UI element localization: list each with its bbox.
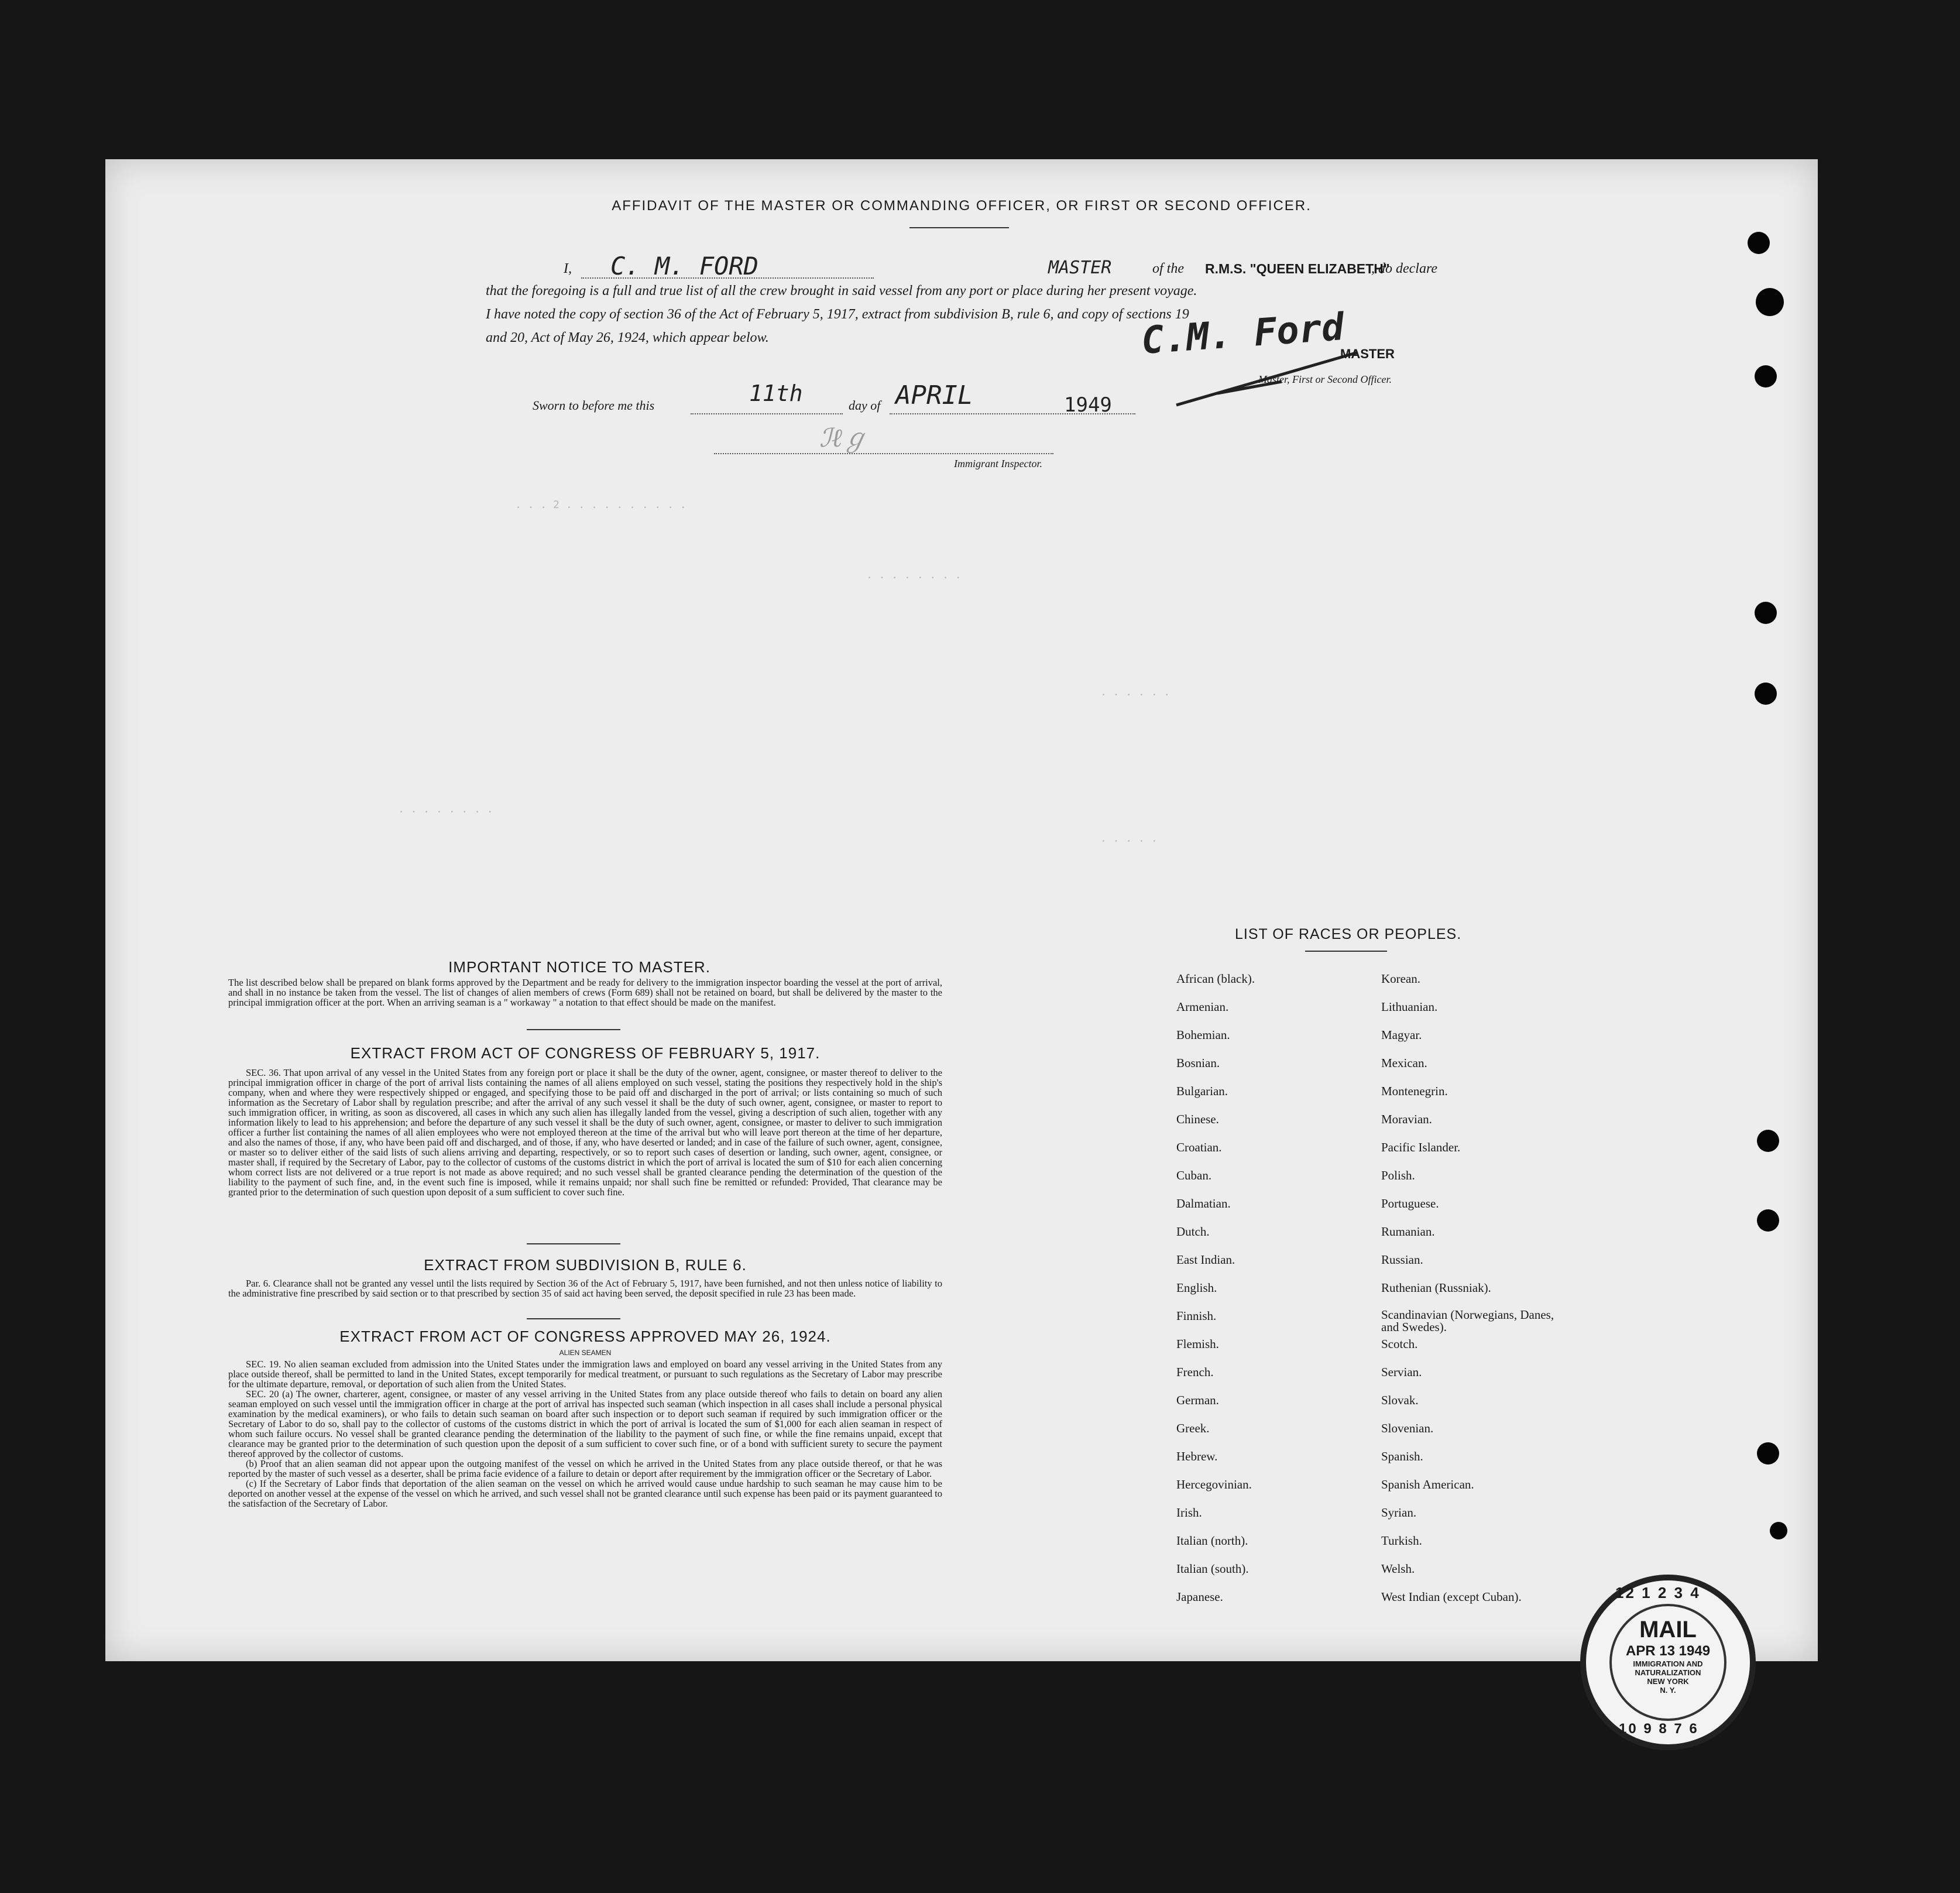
binder-hole (1757, 1442, 1779, 1465)
notice-text: The list described below shall be prepared on blank forms approved by the Department and be ready for delivery to the immigration inspector boarding the vessel at the port of arrival, and shall in no instance be taken from the vessel. The list of changes of alien members of crews (Form 689) shall not be retained on board, but shall be delivered by the master to the principal immigration officer at the port. When an arriving seaman is a " workaway " a notation to that effect should be made on the manifest. (228, 977, 942, 1008)
binder-hole (1748, 232, 1770, 254)
race-item: Lithuanian. (1381, 1000, 1438, 1014)
stamp-mail-label: MAIL (1639, 1617, 1697, 1642)
extract-rule6-title: EXTRACT FROM SUBDIVISION B, RULE 6. (424, 1256, 747, 1274)
race-item: African (black). (1176, 972, 1255, 986)
race-item: Servian. (1381, 1365, 1422, 1379)
race-item: Croatian. (1176, 1140, 1222, 1154)
alien-seamen-subtitle: ALIEN SEAMEN (559, 1349, 612, 1357)
section-20c: (c) If the Secretary of Labor finds that deportation of the alien seaman on the vessel on which he arrived would cause undue hardship to such seaman he may cause him to be deported on another vessel at the expense of the vessel on which he arrived, and such vessel shall not be granted clearance until such expense has been paid or its payment guaranteed to the satisfaction of the Secretary of Labor. (228, 1478, 942, 1509)
affidavit-line-1 (564, 252, 1559, 280)
sworn-year: 1949 (1064, 393, 1112, 417)
race-item: Italian (south). (1176, 1562, 1249, 1576)
rule6-top-rule (527, 1243, 620, 1244)
race-item: West Indian (except Cuban). (1381, 1590, 1522, 1604)
race-item: Hercegovinian. (1176, 1477, 1252, 1491)
race-item: Hebrew. (1176, 1449, 1218, 1463)
race-item: Montenegrin. (1381, 1084, 1448, 1098)
bleed-through-row: . . . 2 . . . . . . . . . . (515, 499, 686, 511)
races-rule (1305, 951, 1387, 952)
binder-hole (1755, 683, 1777, 705)
affidavit-line-2: that the foregoing is a full and true list of all the crew brought in said vessel from any port or place during her present voyage. (486, 283, 1197, 299)
race-item: Magyar. (1381, 1028, 1422, 1042)
binder-hole (1755, 602, 1777, 624)
race-item: Scandinavian (Norwegians, Danes, and Swedes). (1381, 1308, 1554, 1334)
race-item: Armenian. (1176, 1000, 1229, 1014)
rule6-bottom-rule (527, 1318, 620, 1319)
binder-hole (1757, 1130, 1779, 1152)
officer-rank: MASTER (1048, 258, 1112, 278)
binder-hole (1770, 1522, 1787, 1539)
stamp-line-2: NATURALIZATION (1635, 1668, 1701, 1677)
binder-hole (1757, 1209, 1779, 1232)
officer-name: C. M. FORD (610, 252, 758, 280)
sworn-day: 11th (749, 380, 803, 406)
race-item: Mexican. (1381, 1056, 1427, 1070)
vessel-name: R.M.S. "QUEEN ELIZABETH" (1205, 261, 1390, 276)
sworn-label: Sworn to before me this (533, 398, 655, 413)
extract-1924-title: EXTRACT FROM ACT OF CONGRESS APPROVED MAY 26, 1924. (339, 1328, 831, 1345)
binder-hole (1756, 288, 1784, 316)
race-item: Syrian. (1381, 1506, 1417, 1520)
sworn-day-underline (691, 413, 843, 414)
stamp-center (1609, 1604, 1726, 1721)
race-item: Moravian. (1381, 1112, 1432, 1126)
sworn-month: APRIL (895, 380, 973, 410)
master-label: MASTER (1340, 347, 1395, 361)
stamp-line-1: IMMIGRATION AND (1633, 1659, 1703, 1668)
inspector-signature-scribble: ℐℓℊ (819, 423, 868, 453)
race-item: Cuban. (1176, 1168, 1212, 1182)
bleed-through-row: . . . . . . . . (866, 569, 962, 581)
race-item: Irish. (1176, 1506, 1202, 1520)
stamp-ring-top: 12 1 2 3 4 (1615, 1584, 1701, 1601)
race-item: German. (1176, 1393, 1219, 1407)
race-item: English. (1176, 1281, 1217, 1295)
inspector-label: Immigrant Inspector. (954, 458, 1042, 469)
races-title: LIST OF RACES OR PEOPLES. (1235, 926, 1462, 942)
binder-hole (1755, 365, 1777, 387)
extract-1924-sections (228, 1359, 942, 1508)
race-item: Ruthenian (Russniak). (1381, 1281, 1491, 1295)
stamp-line-4: N. Y. (1660, 1686, 1676, 1695)
race-item: Turkish. (1381, 1534, 1422, 1548)
master-signature: C.M. Ford (1139, 305, 1345, 363)
notice-rule (527, 1029, 620, 1030)
race-item: Rumanian. (1381, 1225, 1435, 1239)
race-item: Spanish American. (1381, 1477, 1474, 1491)
race-item: Slovenian. (1381, 1421, 1434, 1435)
stamp-date: APR 13 1949 (1625, 1643, 1711, 1659)
affidavit-title: AFFIDAVIT OF THE MASTER OR COMMANDING OFFICER, OR FIRST OR SECOND OFFICER. (612, 198, 1312, 214)
race-item: Pacific Islander. (1381, 1140, 1461, 1154)
affidavit-line-3: I have noted the copy of section 36 of the Act of February 5, 1917, extract from subdivision B, rule 6, and copy of sections 19 (486, 307, 1189, 322)
affidavit-line-4: and 20, Act of May 26, 1924, which appear below. (486, 330, 769, 345)
race-item: Japanese. (1176, 1590, 1223, 1604)
race-item: Bulgarian. (1176, 1084, 1228, 1098)
race-item: Italian (north). (1176, 1534, 1248, 1548)
race-item: Scotch. (1381, 1337, 1418, 1351)
title-rule (909, 227, 1009, 228)
race-item: Welsh. (1381, 1562, 1415, 1576)
race-item: Flemish. (1176, 1337, 1219, 1351)
bleed-through-row: . . . . . (1100, 832, 1158, 845)
race-item: Greek. (1176, 1421, 1210, 1435)
race-item: Bohemian. (1176, 1028, 1230, 1042)
document-page (105, 159, 1818, 1661)
notice-title: IMPORTANT NOTICE TO MASTER. (448, 958, 710, 976)
affidavit-declare: , do declare (1371, 261, 1438, 276)
race-item: Bosnian. (1176, 1056, 1220, 1070)
race-item: Polish. (1381, 1168, 1415, 1182)
bleed-through-row: . . . . . . (1100, 686, 1170, 698)
section-19: SEC. 19. No alien seaman excluded from admission into the United States under the immigration laws and employed on board any vessel arriving in the United States from any place outside thereof, shall be permitted to land in the United States, except temporarily for medical treatment, or pursuant to such regulations as the Secretary of Labor may prescribe for the ultimate departure, removal, or deportation of such alien from the United States. (228, 1359, 942, 1390)
affidavit-of-the: of the (1152, 261, 1184, 276)
sworn-day-label: day of (849, 398, 881, 413)
inspector-line (714, 453, 1053, 454)
race-item: Finnish. (1176, 1309, 1217, 1323)
extract-rule6-text: Par. 6. Clearance shall not be granted any vessel until the lists required by Section 36 of the Act of February 5, 1917, have been furnished, and not then unless notice of liability to the administrative fine prescribed by said section or to that prescribed by section 35 of said act having been served, the deposit specified in rule 23 has been made. (228, 1278, 942, 1299)
race-item: Dutch. (1176, 1225, 1210, 1239)
race-item: Slovak. (1381, 1393, 1419, 1407)
race-item: French. (1176, 1365, 1214, 1379)
affidavit-i: I, (564, 261, 572, 276)
section-20a: SEC. 20 (a) The owner, charterer, agent, consignee, or master of any vessel arriving in the United States from any place outside thereof who fails to detain on board any alien seaman employed on such vessel until the immigration officer in charge at the port of arrival has inspected such seaman (which inspection in all cases shall include a personal physical examination by the medical examiners), or who fails to detain such seaman on board after such inspection or to deport such seaman if required by such immigration officer or the Secretary of Labor to do so, shall pay to the collector of customs of the customs district in which the port of arrival is located the sum of $1,000 for each alien seaman in respect of whom such failure occurs. No vessel shall be granted clearance pending the determination of the liability to the payment of such fine, or while the fine remains unpaid, except that clearance may be granted prior to the determination of such question upon the deposit of a sum sufficient to cover such fine, or of a bond with sufficient surety to secure the payment thereof approved by the collector of customs. (228, 1388, 942, 1459)
race-item: Spanish. (1381, 1449, 1423, 1463)
stamp-ring-bottom: 10 9 8 7 6 (1619, 1721, 1699, 1737)
race-item: Portuguese. (1381, 1196, 1439, 1210)
race-item: Korean. (1381, 972, 1421, 986)
section-20b: (b) Proof that an alien seaman did not appear upon the outgoing manifest of the vessel on which he arrived in the United States from any place outside thereof, or that he was reported by the master of such vessel as a deserter, shall be prima facie evidence of a failure to detain or deport after requirement by the immigration officer or the Secretary of Labor. (228, 1458, 942, 1479)
race-item: Dalmatian. (1176, 1196, 1231, 1210)
stamp-line-3: NEW YORK (1647, 1677, 1689, 1686)
race-item: Chinese. (1176, 1112, 1219, 1126)
race-item: East Indian. (1176, 1253, 1235, 1267)
signature-caption: Master, First or Second Officer. (1258, 373, 1392, 385)
bleed-through-row: . . . . . . . . (398, 803, 493, 815)
mail-date-stamp (1580, 1575, 1756, 1750)
race-item: Russian. (1381, 1253, 1423, 1267)
extract-1917-title: EXTRACT FROM ACT OF CONGRESS OF FEBRUARY 5, 1917. (350, 1044, 821, 1062)
extract-1917-text: SEC. 36. That upon arrival of any vessel in the United States from any foreign port or place it shall be the duty of the owner, agent, consignee, or master thereof to deliver to the principal immigration officer in charge of the port of arrival lists containing the names of all aliens employed on such vessel, stating the positions they respectively hold in the ship's company, when and where they were respectively shipped or engaged, and specifying those to be paid off and discharged in the port of arrival; or lists containing so much of such information as the Secretary of Labor shall by regulation prescribe; and after the arrival of any such vessel it shall be the duty of such owner, agent, consignee, or master to report to such immigration officer, in writing, as soon as discovered, all cases in which any such alien has illegally landed from the vessel, giving a description of such alien, together with any information likely to lead to his apprehension; and before the departure of any such vessel it shall be the duty of such owner, agent, consignee, or master to deliver to such immigration officer a further list containing the names of all alien employees who were not employed thereon at the time of the arrival but who will leave port thereon at the time of her departure, and also the names of those, if any, who have been paid off and discharged, and of those, if any, who have deserted or landed; and in case of the failure of such owner, agent, consignee, or master so to deliver either of the said lists of such aliens arriving and departing, respectively, or so to report such cases of desertion or landing, such owner, agent, consignee, or master shall, if required by the Secretary of Labor, pay to the collector of customs of the customs district in which the port of arrival is located the sum of $10 for each alien concerning whom correct lists are not delivered or a true report is not made as above required; and no such vessel shall be granted clearance pending the determination of the question of the liability to the payment of such fine, and, in the event such fine is imposed, while it remains unpaid; nor shall such fine be remitted or refunded: Provided, That clearance may be granted prior to the determination of such question upon deposit of a sum sufficient to cover such fine. (228, 1067, 942, 1198)
